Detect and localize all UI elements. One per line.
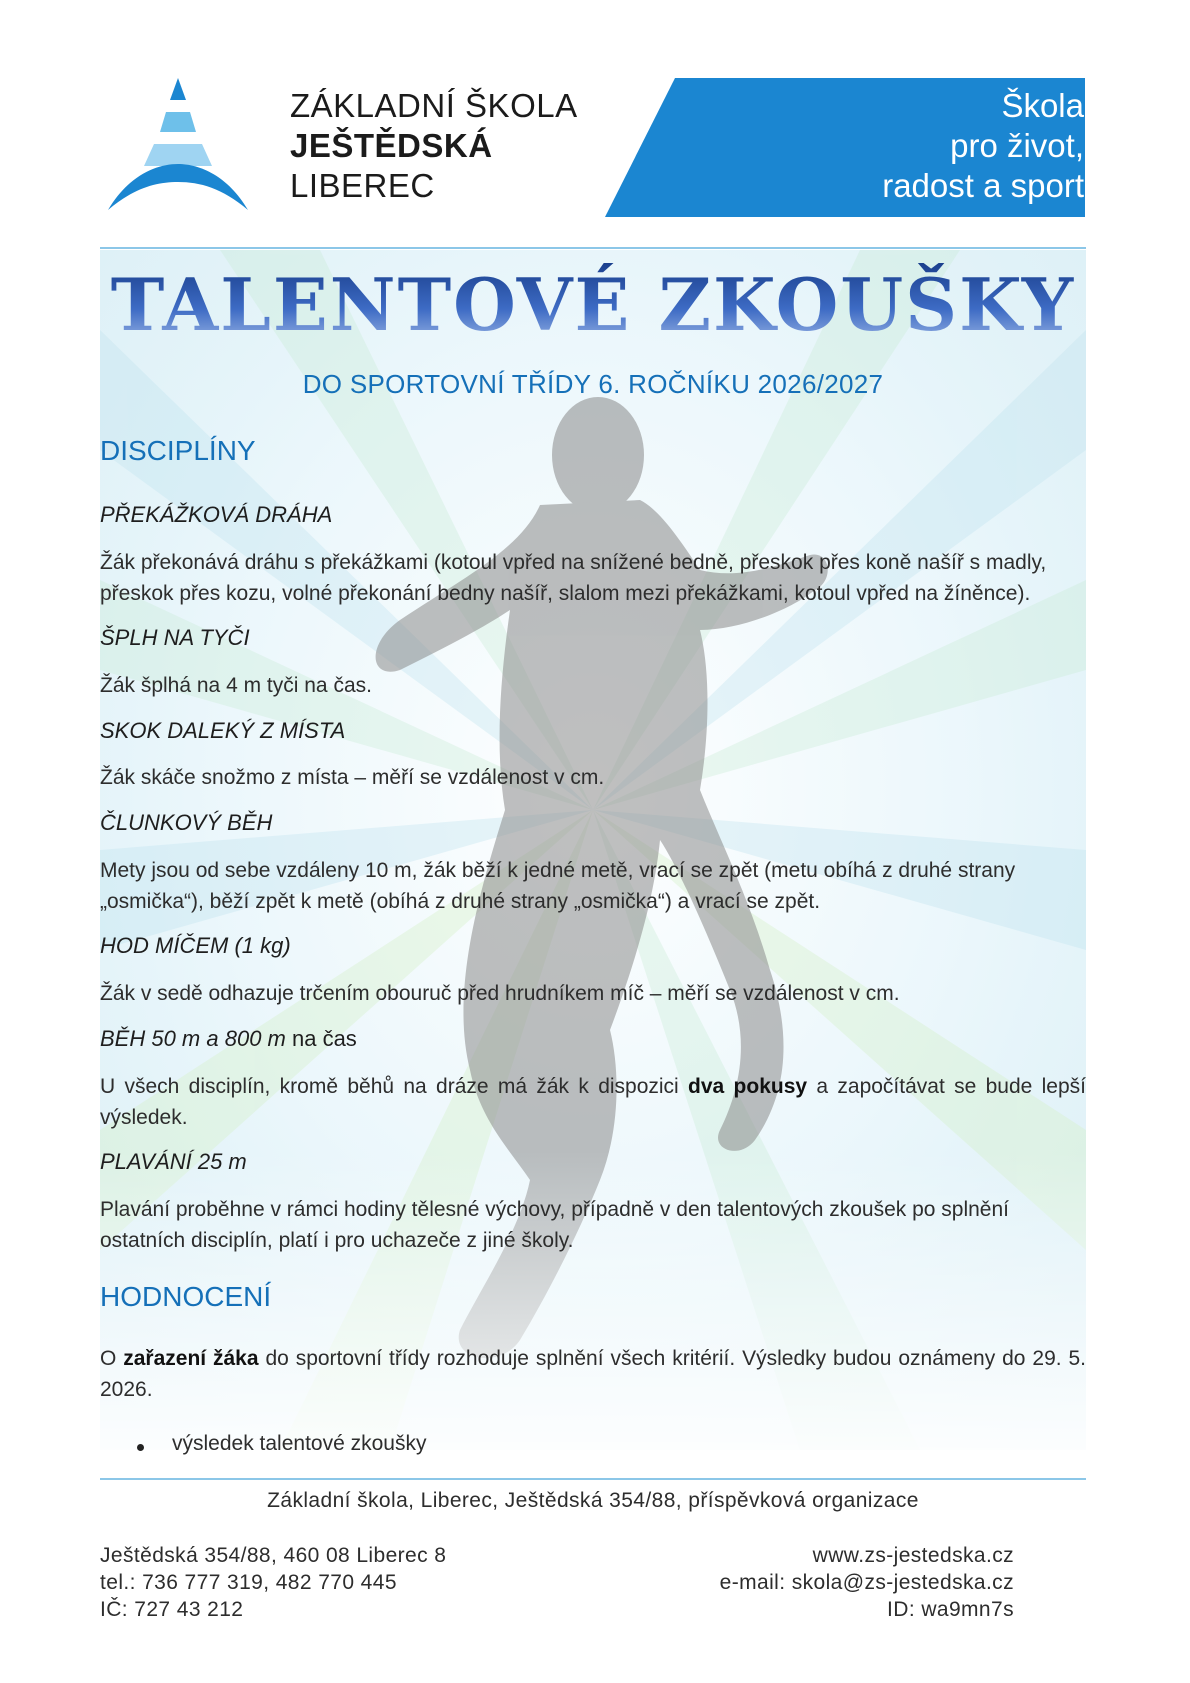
discipline-name-ball-throw: HOD MÍČEM (1 kg) [100,933,291,958]
discipline-description-ball-throw: Žák v sedě odhazuje trčením obouruč před hrudníkem míč – měří se vzdálenost v cm. [100,982,900,1005]
evaluation-text-emphasis: zařazení žáka [123,1347,259,1370]
footer-web-link[interactable]: www.zs-jestedska.cz [812,1544,1014,1567]
discipline-name-long-jump: SKOK DALEKÝ Z MÍSTA [100,718,346,743]
discipline-name-swimming: PLAVÁNÍ 25 m [100,1149,247,1174]
footer-address: Ještědská 354/88, 460 08 Liberec 8 [100,1544,447,1567]
footer-divider [100,1478,1086,1480]
discipline-name-shuttle-run: ČLUNKOVÝ BĚH [100,810,273,835]
evaluation-text-start: O [100,1347,124,1370]
footer-contact-left [100,1542,446,1623]
slogan [882,86,1084,206]
slogan-line3: radost a sport [882,167,1084,204]
discipline-running-suffix: na čas [285,1026,357,1051]
school-name [290,86,578,206]
attempts-note-emphasis: dva pokusy [688,1075,808,1098]
slogan-line2: pro život, [950,127,1084,164]
school-name-line1: ZÁKLADNÍ ŠKOLA [290,87,578,124]
discipline-description-shuttle-run: Mety jsou od sebe vzdáleny 10 m, žák běží k jedné metě, vrací se zpět (metu obíhá z druhé strany „osmička“), běží zpět k metě (obíhá z druhé strany „osmička“) a vrací se zpět. [100,859,1016,913]
discipline-name-pole-climb: ŠPLH NA TYČI [100,625,250,650]
disciplines-heading: DISCIPLÍNY [100,435,256,466]
attempts-note-end: a započítávat se bude lepší výsledek. [100,1075,1086,1129]
discipline-description-swimming: Plavání proběhne v rámci hodiny tělesné výchovy, případně v den talentových zkoušek po splnění ostatních disciplín, platí i pro uchazeče z jiné školy. [100,1198,1009,1252]
footer-databox-id: ID: wa9mn7s [887,1598,1014,1621]
evaluation-text-end: do sportovní třídy rozhoduje splnění všech kritérií. Výsledky budou oznámeny do 29. 5. 2026. [100,1347,1086,1401]
attempts-note [100,1071,1086,1133]
school-name-line3: LIBEREC [290,167,435,204]
slogan-line1: Škola [1001,87,1084,124]
footer-ico: IČ: 727 43 212 [100,1598,244,1621]
discipline-description-pole-climb: Žák šplhá na 4 m tyči na čas. [100,674,372,697]
school-name-line2: JEŠTĚDSKÁ [290,127,493,164]
footer-phone: tel.: 736 777 319, 482 770 445 [100,1571,397,1594]
runner-background-image [100,250,1086,1450]
footer-email-link[interactable]: e-mail: skola@zs-jestedska.cz [719,1571,1014,1594]
page-title: TALENTOVÉ ZKOUŠKY [100,262,1086,347]
evaluation-text [100,1343,1086,1405]
bullet-dot [137,1444,144,1451]
header-divider [100,247,1086,249]
list-item: výsledek talentové zkoušky [172,1432,427,1455]
page-subtitle: DO SPORTOVNÍ TŘÍDY 6. ROČNÍKU 2026/2027 [302,369,884,399]
footer-organization: Základní škola, Liberec, Ještědská 354/88, příspěvková organizace [267,1489,919,1512]
attempts-note-start: U všech disciplín, kromě běhů na dráze má žák k dispozici [100,1075,689,1098]
school-logo-icon [104,78,252,218]
discipline-running-label: BĚH 50 m a 800 m [100,1026,286,1051]
footer-contact-right [720,1542,1014,1623]
discipline-description-long-jump: Žák skáče snožmo z místa – měří se vzdálenost v cm. [100,766,605,789]
discipline-description-obstacle-course: Žák překonává dráhu s překážkami (kotoul vpřed na snížené bedně, přeskok přes koně našíř s madly, přeskok přes kozu, volné překonání bedny našíř, slalom mezi překážkami, kotoul vpřed na žíněnce). [100,551,1047,605]
discipline-name-obstacle-course: PŘEKÁŽKOVÁ DRÁHA [100,502,333,527]
evaluation-heading: HODNOCENÍ [100,1281,272,1312]
discipline-name-running [100,1026,357,1052]
